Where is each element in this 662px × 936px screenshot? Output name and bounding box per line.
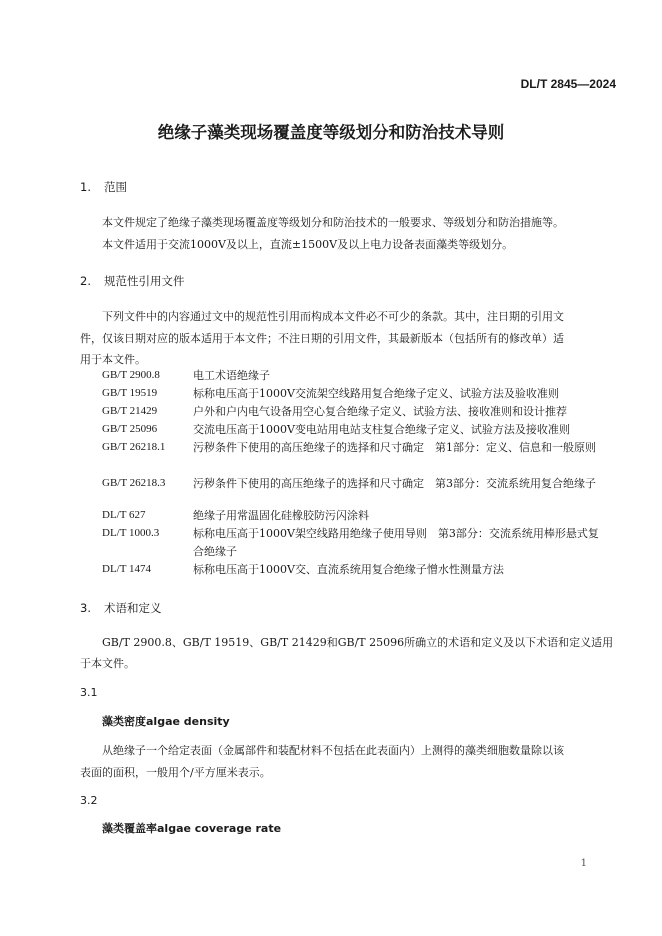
document-number: DL/T 2845—2024: [520, 77, 616, 91]
normative-intro-line-2: 件，仅该日期对应的版本适用于本文件；不注日期的引用文件，其最新版本（包括所有的修改单）适: [80, 332, 564, 345]
section-number: 3.: [80, 601, 91, 615]
section-title: 范围: [104, 180, 127, 194]
term-definition-line-2: 表面的面积，一般用个/平方厘米表示。: [80, 766, 271, 779]
term-number: 3.2: [80, 794, 98, 807]
ref-title: 污秽条件下使用的高压绝缘子的选择和尺寸确定 第1部分：定义、信息和一般原则: [193, 441, 596, 454]
term-name: 藻类密度algae density: [102, 715, 230, 728]
normative-intro-line-1: 下列文件中的内容通过文中的规范性引用而构成本文件必不可少的条款。其中，注日期的引用文: [102, 310, 564, 323]
ref-title: 绝缘子用常温固化硅橡胶防污闪涂料: [193, 509, 369, 522]
section-number: 1.: [80, 180, 91, 194]
ref-code: DL/T 627: [102, 509, 146, 521]
term-number: 3.1: [80, 686, 98, 699]
document-title: 绝缘子藻类现场覆盖度等级划分和防治技术导则: [157, 123, 505, 142]
page-number: 1: [580, 858, 587, 869]
section-3-heading: [80, 600, 162, 616]
scope-paragraph-2: 本文件适用于交流1000V及以上，直流±1500V及以上电力设备表面藻类等级划分。: [102, 238, 514, 251]
ref-code: GB/T 26218.1: [102, 441, 166, 453]
section-title: 规范性引用文件: [104, 274, 185, 288]
terms-intro-line-1: GB/T 2900.8、GB/T 19519、GB/T 21429和GB/T 25096所确立的术语和定义及以下术语和定义适用: [102, 636, 614, 649]
ref-code: GB/T 19519: [102, 387, 158, 399]
ref-code: GB/T 2900.8: [102, 369, 160, 381]
ref-code: DL/T 1474: [102, 563, 151, 575]
section-title: 术语和定义: [104, 601, 162, 615]
terms-intro-line-2: 于本文件。: [80, 657, 135, 670]
section-number: 2.: [80, 274, 91, 288]
ref-code: GB/T 21429: [102, 405, 158, 417]
section-1-heading: [80, 179, 127, 195]
scope-paragraph-1: 本文件规定了绝缘子藻类现场覆盖度等级划分和防治技术的一般要求、等级划分和防治措施等。: [102, 216, 564, 229]
ref-title: 标称电压高于1000V交、直流系统用复合绝缘子憎水性测量方法: [193, 563, 504, 576]
ref-code: GB/T 26218.3: [102, 477, 166, 489]
ref-title: 污秽条件下使用的高压绝缘子的选择和尺寸确定 第3部分：交流系统用复合绝缘子: [193, 477, 596, 490]
ref-title: 标称电压高于1000V交流架空线路用复合绝缘子定义、试验方法及验收准则: [193, 387, 559, 400]
term-name: 藻类覆盖率algae coverage rate: [102, 822, 282, 835]
section-2-heading: [80, 273, 185, 289]
ref-title: 户外和户内电气设备用空心复合绝缘子定义、试验方法、接收准则和设计推荐: [193, 405, 567, 418]
term-definition-line-1: 从绝缘子一个给定表面（金属部件和装配材料不包括在此表面内）上测得的藻类细胞数量除以该: [102, 744, 564, 757]
ref-title: 交流电压高于1000V变电站用电站支柱复合绝缘子定义、试验方法及接收准则: [193, 423, 570, 436]
ref-code: GB/T 25096: [102, 423, 158, 435]
ref-code: DL/T 1000.3: [102, 527, 160, 539]
normative-intro-line-3: 用于本文件。: [80, 353, 146, 366]
ref-title: 标称电压高于1000V架空线路用绝缘子使用导则 第3部分：交流系统用棒形悬式复合绝缘子: [193, 527, 599, 558]
ref-title: 电工术语绝缘子: [193, 369, 270, 382]
